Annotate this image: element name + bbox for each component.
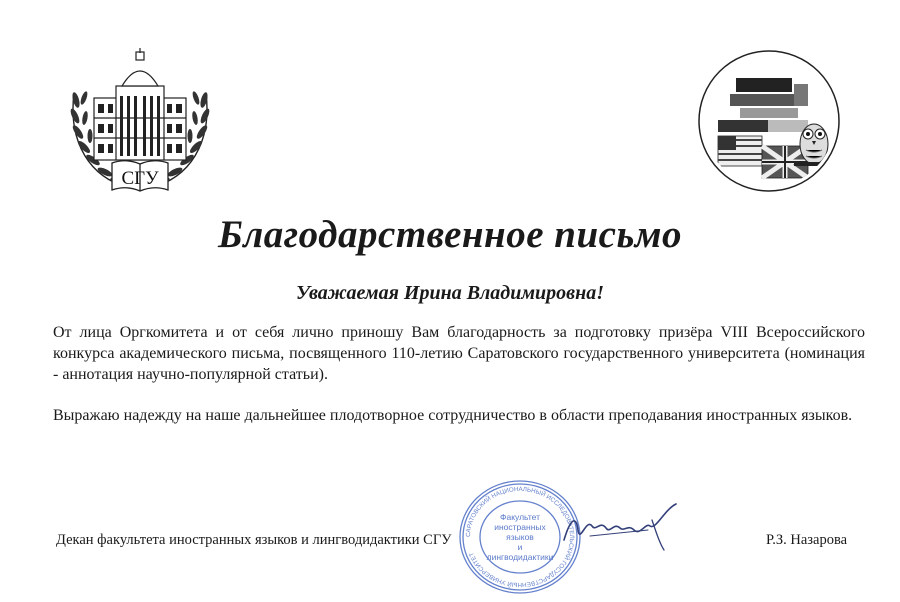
stamp-ring-text: САРАТОВСКИЙ НАЦИОНАЛЬНЫЙ ИССЛЕДОВАТЕЛЬСКИЙ ГОСУДАРСТВЕННЫЙ УНИВЕРСИТЕТ (464, 485, 576, 589)
stamp-line: языков (506, 532, 534, 542)
letter-title: Благодарственное письмо (217, 213, 683, 256)
letter-paragraph: Выражаю надежду на наше дальнейшее плодотворное сотрудничество в области преподавания иностранных языков. (53, 407, 853, 424)
stamp-line: Факультет (500, 512, 540, 522)
university-building-laurel-icon (60, 48, 220, 198)
letter-paragraph: От лица Оргкомитета и от себя лично приношу Вам благодарность за подготовку призёра VIII Всероссийского конкурса академического письма, посвященного 110-летию Саратовского государственного университета (номинация - аннотация научно-популярной статьи). (53, 324, 865, 383)
flags-owl-emblem-icon (696, 48, 842, 194)
university-abbr: СГУ (121, 168, 159, 189)
stamp-line: лингводидактики (486, 552, 554, 562)
stamp-line: иностранных (494, 522, 546, 532)
handwritten-signature-icon (560, 500, 680, 552)
letter-greeting: Уважаемая Ирина Владимировна! (295, 282, 605, 304)
signatory-name: Р.З. Назарова (766, 532, 848, 548)
signatory-position: Декан факультета иностранных языков и лингводидактики СГУ (56, 532, 452, 548)
stamp-line: и (517, 542, 523, 552)
